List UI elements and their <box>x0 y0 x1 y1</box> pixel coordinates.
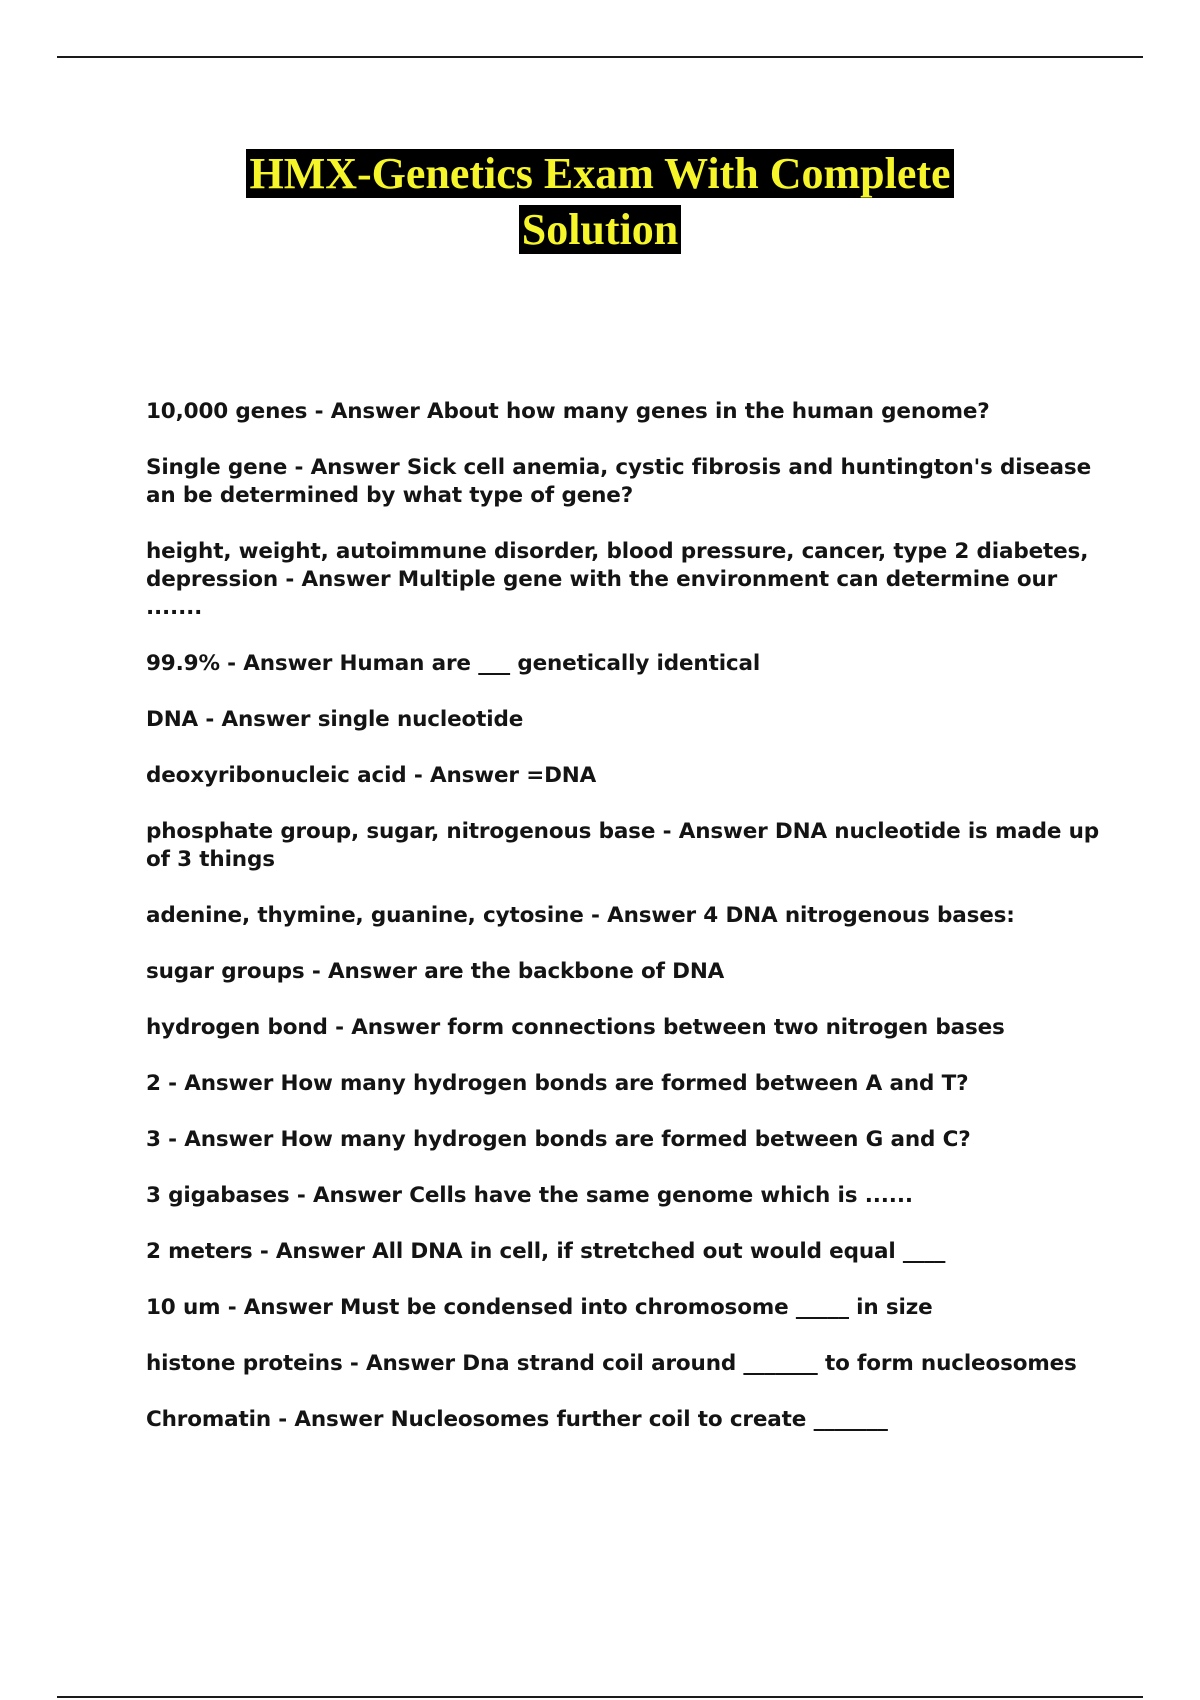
qa-item-text-cont: an be determined by what type of gene? <box>146 483 634 508</box>
qa-item-text: phosphate group, sugar, nitrogenous base - Answer DNA nucleotide is made up <box>146 819 1100 844</box>
title-line-2: Solution <box>519 205 682 254</box>
qa-item <box>146 398 1106 426</box>
qa-list <box>146 398 1106 1462</box>
qa-item <box>146 958 1106 986</box>
qa-item <box>146 706 1106 734</box>
qa-item <box>146 454 1106 510</box>
qa-item-text-cont: depression - Answer Multiple gene with the environment can determine our ....... <box>146 567 1058 620</box>
qa-item-text: histone proteins - Answer Dna strand coil around _______ to form nucleosomes <box>146 1351 1077 1376</box>
qa-item <box>146 818 1106 874</box>
qa-item <box>146 1014 1106 1042</box>
qa-item <box>146 902 1106 930</box>
qa-item-text: 2 - Answer How many hydrogen bonds are formed between A and T? <box>146 1071 969 1096</box>
qa-item-text-cont: of 3 things <box>146 847 275 872</box>
qa-item-text: Single gene - Answer Sick cell anemia, cystic fibrosis and huntington's disease <box>146 455 1091 480</box>
qa-item <box>146 538 1106 622</box>
qa-item-text: height, weight, autoimmune disorder, blood pressure, cancer, type 2 diabetes, <box>146 539 1089 564</box>
qa-item-text: 3 - Answer How many hydrogen bonds are formed between G and C? <box>146 1127 971 1152</box>
qa-item <box>146 650 1106 678</box>
qa-item <box>146 1350 1106 1378</box>
qa-item <box>146 1126 1106 1154</box>
qa-item <box>146 762 1106 790</box>
qa-item <box>146 1406 1106 1434</box>
qa-item-text: 10 um - Answer Must be condensed into chromosome _____ in size <box>146 1295 933 1320</box>
qa-item-text: DNA - Answer single nucleotide <box>146 707 524 732</box>
qa-item-text: adenine, thymine, guanine, cytosine - Answer 4 DNA nitrogenous bases: <box>146 903 1015 928</box>
qa-item-text: hydrogen bond - Answer form connections between two nitrogen bases <box>146 1015 1005 1040</box>
qa-item-text: 99.9% - Answer Human are ___ genetically identical <box>146 651 761 676</box>
qa-item <box>146 1182 1106 1210</box>
bottom-rule <box>57 1696 1143 1698</box>
qa-item <box>146 1294 1106 1322</box>
qa-item-text: Chromatin - Answer Nucleosomes further coil to create _______ <box>146 1407 888 1432</box>
qa-item-text: deoxyribonucleic acid - Answer =DNA <box>146 763 597 788</box>
qa-item-text: 10,000 genes - Answer About how many genes in the human genome? <box>146 399 990 424</box>
qa-item <box>146 1238 1106 1266</box>
top-rule <box>57 56 1143 58</box>
qa-item-text: sugar groups - Answer are the backbone of DNA <box>146 959 725 984</box>
document-title <box>0 146 1200 258</box>
qa-item-text: 3 gigabases - Answer Cells have the same genome which is ...... <box>146 1183 913 1208</box>
title-line-1: HMX-Genetics Exam With Complete <box>246 149 953 198</box>
qa-item <box>146 1070 1106 1098</box>
qa-item-text: 2 meters - Answer All DNA in cell, if stretched out would equal ____ <box>146 1239 946 1264</box>
